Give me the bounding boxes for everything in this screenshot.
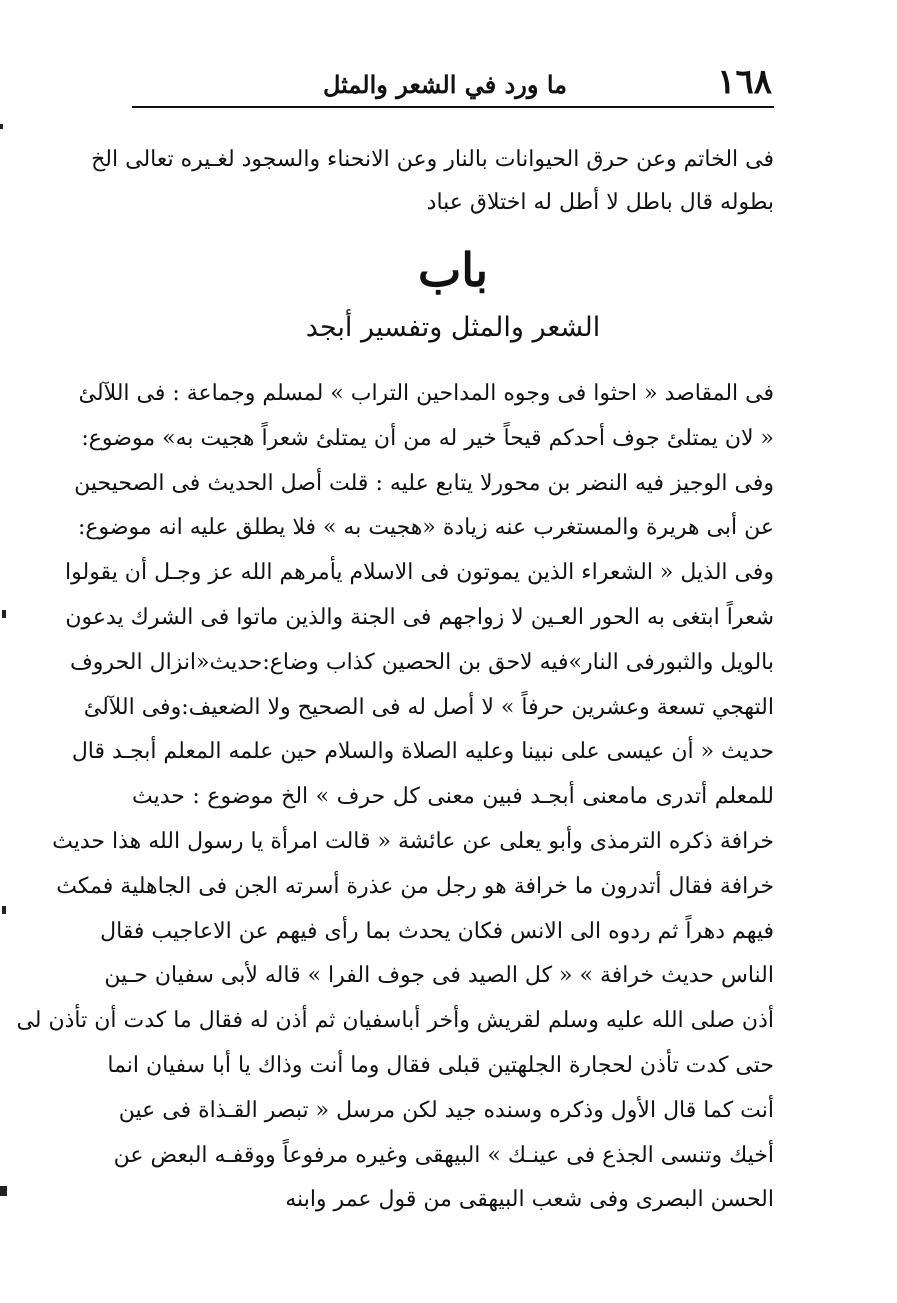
text-line: أنت كما قال الأول وذكره وسنده جيد لكن مرسل « تبصر القـذاة فى عين: [118, 1097, 774, 1123]
text-line: بالويل والثبورفى النار»فيه لاحق بن الحصين كذاب وضاع:حديث«انزال الحروف: [70, 649, 774, 675]
scan-margin-mark: [0, 124, 3, 129]
text-line: الحسن البصرى وفى شعب البيهقى من قول عمر وابنه: [285, 1187, 774, 1213]
text-line: فى المقاصد « احثوا فى وجوه المداحين التراب » لمسلم وجماعة : فى اللآلئ: [78, 381, 774, 406]
text-line: « لان يمتلئ جوف أحدكم قيحاً خير له من أن يمتلئ شعراً هجيت به» موضوع:: [81, 425, 774, 451]
chapter-subtitle: الشعر والمثل وتفسير أبجد: [305, 312, 601, 343]
chapter-title: باب: [417, 243, 489, 297]
continuation-text: [91, 138, 774, 224]
text-line: وفى الوجيز فيه النضر بن محورلا يتابع عليه : قلت أصل الحديث فى الصحيحين: [74, 470, 774, 496]
scan-margin-mark: [0, 1186, 7, 1196]
header-rule: [132, 106, 774, 108]
page-header: [132, 62, 772, 102]
text-line: أخيك وتنسى الجذع فى عينـك » البيهقى وغيره مرفوعاً ووقفـه البعض عن: [113, 1142, 774, 1168]
text-line: فى الخاتم وعن حرق الحيوانات بالنار وعن الانحناء والسجود لغـيره تعالى الخ: [91, 147, 774, 172]
text-line: خرافة فقال أتدرون ما خرافة هو رجل من عذرة أسرته الجن فى الجاهلية فمكث: [56, 873, 774, 899]
text-line: عن أبى هريرة والمستغرب عنه زيادة «هجيت به » فلا يطلق عليه انه موضوع:: [77, 515, 774, 541]
text-line: التهجي تسعة وعشرين حرفاً » لا أصل له فى الصحيح ولا الضعيف:وفى اللآلئ: [83, 694, 774, 720]
text-line: أذن صلى الله عليه وسلم لقريش وأخر أباسفيان ثم أذن له فقال ما كدت أن تأذن لى: [16, 1008, 774, 1034]
text-line: خرافة ذكره الترمذى وأبو يعلى عن عائشة « قالت امرأة يا رسول الله هذا حديث: [52, 828, 774, 854]
scan-margin-mark: [2, 610, 6, 618]
page-number: ١٦٨: [717, 62, 772, 102]
text-line: وفى الذيل « الشعراء الذين يموتون فى الاسلام يأمرهم الله عز وجـل أن يقولوا: [65, 560, 774, 586]
text-line: للمعلم أتدرى مامعنى أبجـد فبين معنى كل حرف » الخ موضوع : حديث: [132, 784, 774, 810]
text-line: حديث « أن عيسى على نبينا وعليه الصلاة والسلام حين علمه المعلم أبجـد قال: [71, 739, 774, 765]
text-line: حتى كدت تأذن لحجارة الجلهتين قبلى فقال وما أنت وذاك يا أبا سفيان انما: [107, 1052, 774, 1078]
chapter-body: [16, 372, 774, 1223]
text-line: فيهم دهراً ثم ردوه الى الانس فكان يحدث بما رأى فيهم عن الاعاجيب فقال: [100, 918, 774, 944]
running-title: ما ورد في الشعر والمثل: [322, 70, 567, 99]
text-line: الناس حديث خرافة » « كل الصيد فى جوف الفرا » قاله لأبى سفيان حـين: [104, 963, 774, 989]
text-line: بطوله قال باطل لا أطل له اختلاق عباد: [426, 190, 774, 215]
scan-margin-mark: [2, 906, 6, 914]
text-line: شعراً ابتغى به الحور العـين لا زواجهم فى الجنة والذين ماتوا فى الشرك يدعون: [65, 604, 774, 630]
